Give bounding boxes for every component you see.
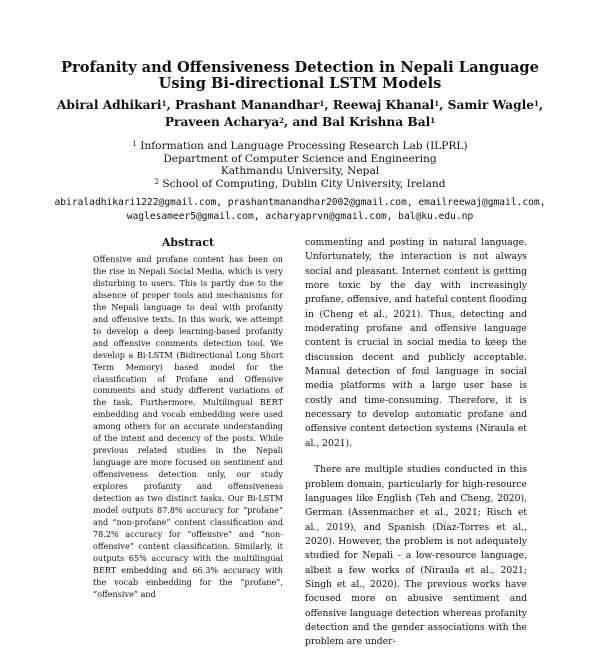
author-affiliation-mark: 1	[319, 99, 325, 108]
abstract-heading: Abstract	[161, 236, 215, 249]
author-name: Praveen Acharya	[164, 115, 280, 129]
author-name: Prashant Manandhar	[174, 98, 320, 112]
author-list	[0, 97, 600, 131]
author-name: Abiral Adhikari	[56, 98, 162, 112]
body-column-right	[305, 236, 527, 650]
author-affiliation-mark: 1	[533, 99, 539, 108]
author-name: Bal Krishna Bal	[321, 115, 431, 129]
affiliation-1-line-2: Department of Computer Science and Engineering	[163, 152, 437, 165]
affiliations	[0, 140, 600, 190]
paper-title	[0, 60, 600, 92]
body-paragraph: There are multiple studies conducted in this problem domain, particularly for high-resource languages like English (Teh and Cheng, 2020), German (Assenmacher et al., 2021; Risch et al., 2019), and Spanish (Díaz-Torres et al., 2020). However, the problem is not adequately studied for Nepali - a low-resource language, albeit a few works of (Niraula et al., 2021; Singh et al., 2020). The previous works have focused more on abusive sentiment and offensive language detection whereas profanity detection and the gender associations with the problem are under-	[305, 464, 527, 648]
affiliation-mark: 2	[154, 177, 159, 186]
affiliation-2-line-1: $^2$ School of Computing, Dublin City University, Ireland	[154, 177, 446, 190]
author-affiliation-mark: 1	[161, 99, 167, 108]
affiliation-1-line-3: Kathmandu University, Nepal	[220, 165, 380, 178]
author-affiliation-mark: 2	[279, 116, 284, 125]
abstract-text: Offensive and profane content has been on the rise in Nepali Social Media, which is very disturbing to users. This is partly due to the absence of proper tools and mechanisms for the Nepali language to deal with profanity and offensive texts. In this work, we attempt to develop a deep learning-based profanity and offensive comments detection tool. We develop a Bi-LSTM (Bidirectional Long Short Term Memory) based model for the classification of Profane and Offensive comments and study different variations of the task. Furthermore, Multilingual BERT embedding and vocab embedding were used among others for an accurate understanding of the intent and decency of the posts. While previous related studies in the Nepali language are more focused on sentiment and offensiveness detection only, our study explores profanity and offensiveness detection as two distinct tasks. Our Bi-LSTM model outputs 87.8% accuracy for “profane” and “non-profane” content classification and 78.2% accuracy for “offensive” and “non-offensive” content classification. Similarly, it outputs 65% accuracy with the multilingual BERT embedding and 66.3% accuracy with the vocab embedding for the “profane”, “offensive” and	[93, 254, 283, 599]
email-line-1: abiraladhikari1222@gmail.com, prashantmanandhar2002@gmail.com, emailreewaj@gmail.com,	[54, 197, 546, 208]
affiliation-mark: 1	[132, 140, 137, 148]
author-affiliation-mark: 1	[430, 116, 436, 125]
author-name: Samir Wagle	[447, 98, 534, 112]
author-line-2: Praveen Acharya$^2$, and Bal Krishna Bal$^1$	[164, 115, 436, 129]
title-line-1: Profanity and Offensiveness Detection in Nepali Language	[61, 59, 539, 76]
body-paragraph: commenting and posting in natural language. Unfortunately, the interaction is not always social and pleasant. Internet content is getting more toxic by the day with increasingly profane, offensive, and hateful content flooding in (Cheng et al., 2021). Thus, detecting and moderating profane and offensive language content is crucial in social media to keep the discussion decent and publicly acceptable. Manual detection of foul language in social media platforms with a large user base is costly and time-consuming. Therefore, it is necessary to develop automatic profane and offensive content detection systems (Niraula et al., 2021).	[305, 237, 527, 449]
email-line-2: waglesameer5@gmail.com, acharyaprvn@gmail.com, bal@ku.edu.np	[126, 211, 474, 223]
affiliation-1-line-1: $^1$ Information and Language Processing Research Lab (ILPRL)	[132, 140, 468, 152]
author-emails	[0, 196, 600, 225]
author-line-1: Abiral Adhikari$^1$, Prashant Manandhar$^1$, Reewaj Khanal$^1$, Samir Wagle$^1$,	[56, 98, 544, 112]
author-affiliation-mark: 1	[434, 99, 440, 108]
author-name: Reewaj Khanal	[332, 98, 435, 112]
title-line-2: Using Bi-directional LSTM Models	[158, 75, 442, 92]
